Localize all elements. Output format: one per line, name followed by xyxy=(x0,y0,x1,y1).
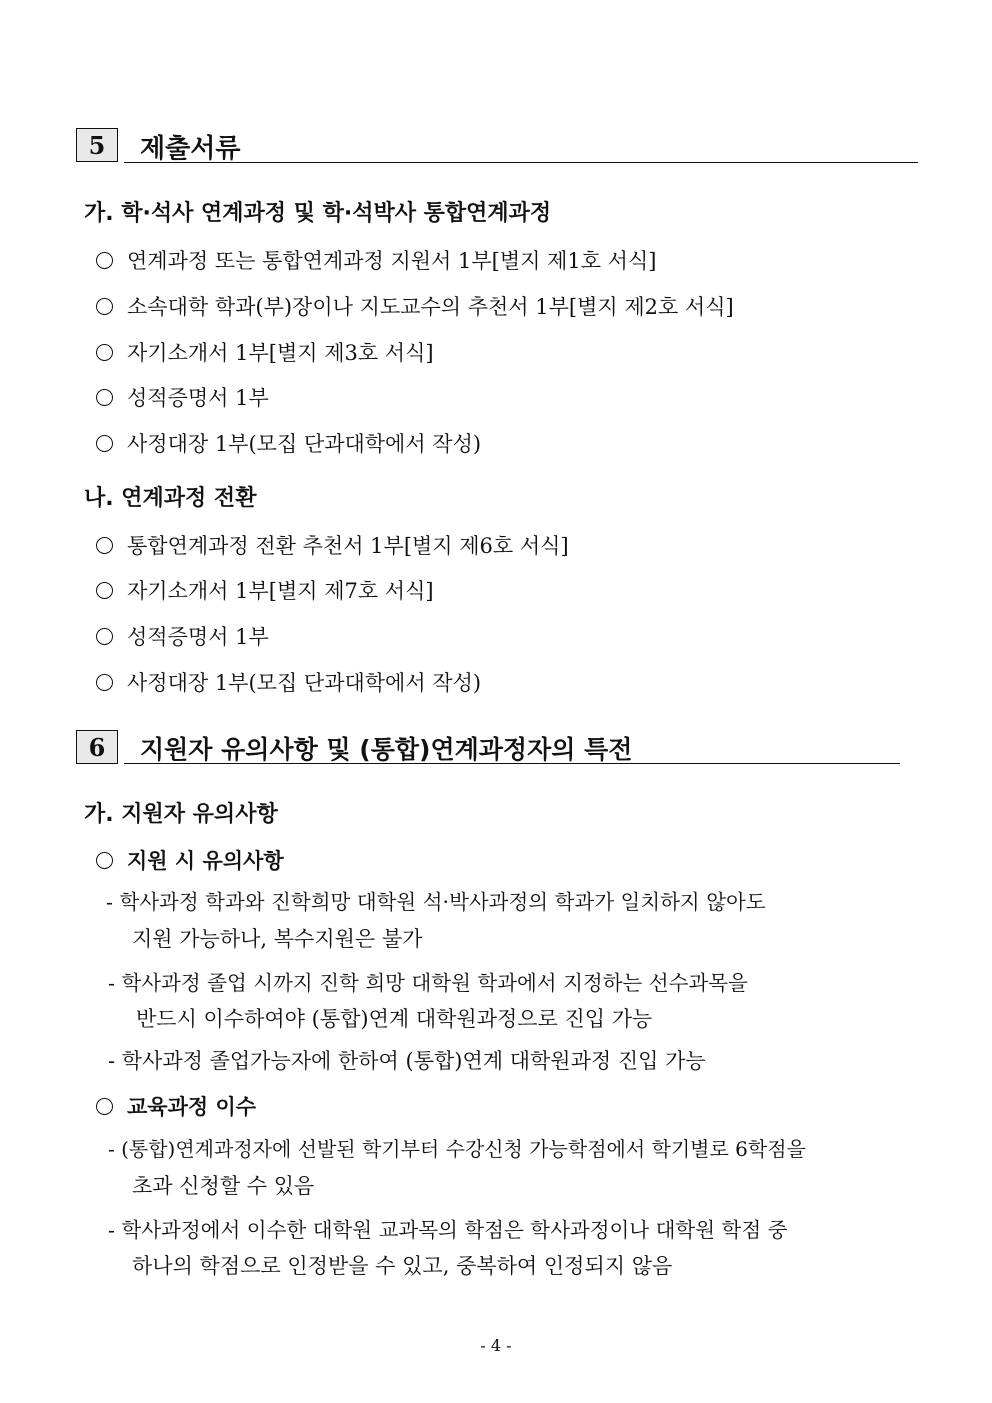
list-item: 소속대학 학과(부)장이나 지도교수의 추천서 1부[별지 제2호 서식] xyxy=(96,291,734,321)
bullet-continuation: 하나의 학점으로 인정받을 수 있고, 중복하여 인정되지 않음 xyxy=(132,1254,673,1278)
bullet-continuation: 반드시 이수하여야 (통합)연계 대학원과정으로 진입 가능 xyxy=(136,1007,653,1031)
list-item: 성적증명서 1부 xyxy=(96,382,269,412)
section-5-number-box xyxy=(76,128,118,162)
group-heading: 지원 시 유의사항 xyxy=(96,845,284,875)
section-5-rule xyxy=(124,162,918,163)
list-item: 자기소개서 1부[별지 제7호 서식] xyxy=(96,575,434,605)
bullet-line: - 학사과정 학과와 진학희망 대학원 석·박사과정의 학과가 일치하지 않아도 xyxy=(106,890,766,914)
section-6-rule xyxy=(124,763,900,764)
section-6-number-box xyxy=(76,730,118,764)
circle-bullet-icon xyxy=(96,298,113,315)
circle-bullet-icon xyxy=(96,252,113,269)
bullet-continuation: 초과 신청할 수 있음 xyxy=(132,1174,315,1198)
list-item: 연계과정 또는 통합연계과정 지원서 1부[별지 제1호 서식] xyxy=(96,245,656,275)
list-item: 사정대장 1부(모집 단과대학에서 작성) xyxy=(96,428,481,458)
circle-bullet-icon xyxy=(96,1098,113,1115)
circle-bullet-icon xyxy=(96,344,113,361)
circle-bullet-icon xyxy=(96,674,113,691)
page-number: - 4 - xyxy=(480,1336,512,1355)
section-6-sub-a-title: 가. 지원자 유의사항 xyxy=(84,802,278,827)
section-6-title: 지원자 유의사항 및 (통합)연계과정자의 특전 xyxy=(140,735,633,764)
section-5-sub-a-title: 가. 학·석사 연계과정 및 학·석박사 통합연계과정 xyxy=(84,201,552,226)
bullet-line: - 학사과정 졸업 시까지 진학 희망 대학원 학과에서 지정하는 선수과목을 xyxy=(108,971,748,995)
circle-bullet-icon xyxy=(96,852,113,869)
bullet-line: - (통합)연계과정자에 선발된 학기부터 수강신청 가능학점에서 학기별로 6학점을 xyxy=(108,1137,806,1161)
list-item: 통합연계과정 전환 추천서 1부[별지 제6호 서식] xyxy=(96,530,569,560)
section-5-number: 5 xyxy=(88,130,106,160)
section-5-title: 제출서류 xyxy=(140,134,241,164)
list-item: 사정대장 1부(모집 단과대학에서 작성) xyxy=(96,667,481,697)
list-item: 자기소개서 1부[별지 제3호 서식] xyxy=(96,337,434,367)
bullet-line: - 학사과정에서 이수한 대학원 교과목의 학점은 학사과정이나 대학원 학점 중 xyxy=(108,1218,788,1242)
bullet-continuation: 지원 가능하나, 복수지원은 불가 xyxy=(132,927,423,951)
circle-bullet-icon xyxy=(96,537,113,554)
bullet-line: - 학사과정 졸업가능자에 한하여 (통합)연계 대학원과정 진입 가능 xyxy=(108,1049,706,1073)
section-5-sub-b-title: 나. 연계과정 전환 xyxy=(84,486,257,511)
list-item: 성적증명서 1부 xyxy=(96,621,269,651)
circle-bullet-icon xyxy=(96,435,113,452)
circle-bullet-icon xyxy=(96,628,113,645)
section-6-number: 6 xyxy=(88,732,106,762)
group-heading: 교육과정 이수 xyxy=(96,1091,256,1121)
circle-bullet-icon xyxy=(96,389,113,406)
circle-bullet-icon xyxy=(96,582,113,599)
